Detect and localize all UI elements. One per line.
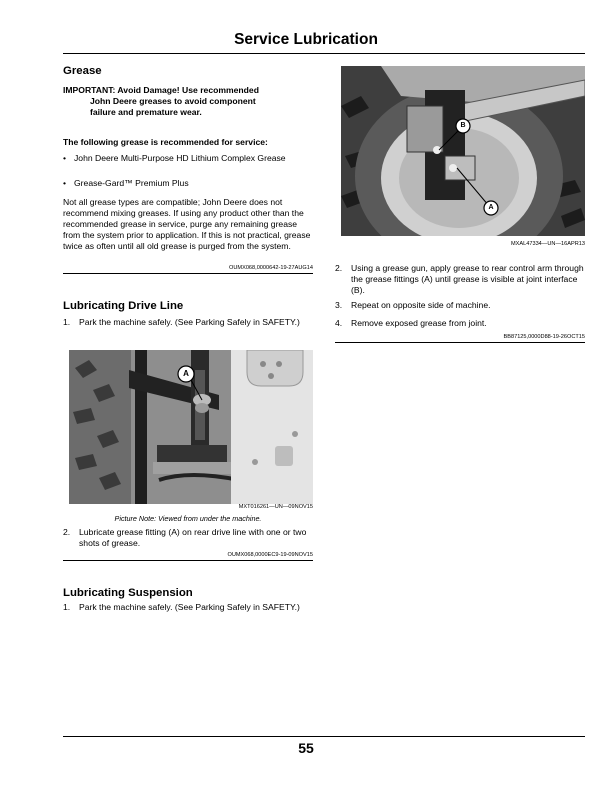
section-divider	[335, 342, 585, 343]
callout-b-label: B	[460, 122, 466, 129]
step-text: Park the machine safely. (See Parking Safely in SAFETY.)	[79, 317, 300, 327]
step-number: 2.	[63, 527, 71, 537]
important-notice	[63, 85, 313, 118]
suspension-ref: BB87125,0000D88-19-26OCT15	[503, 334, 585, 340]
important-line-1: IMPORTANT: Avoid Damage! Use recommended	[63, 85, 259, 95]
suspension-heading: Lubricating Suspension	[63, 587, 193, 599]
drive-line-ref: OUMX068,0000EC9-19-09NOV15	[227, 552, 313, 558]
compatibility-paragraph: Not all grease types are compatible; John Deere does not recommend mixing greases. If using any product other than the recommended grease in service, purge any remaining grease from the system prior to application. If this is not practical, grease twice as often until all old grease is purged from the system.	[63, 197, 311, 251]
drive-line-figure-ref: MXT016261—UN—09NOV15	[238, 504, 313, 510]
bullet-icon: •	[63, 153, 67, 163]
step-number: 2.	[335, 263, 343, 273]
list-item	[63, 178, 313, 189]
step-number: 1.	[63, 602, 71, 612]
step-text: Using a grease gun, apply grease to rear control arm through the grease fittings (A) until grease is visible at joint interface (B).	[351, 263, 584, 295]
step-text: Lubricate grease fitting (A) on rear drive line with one or two shots of grease.	[79, 527, 307, 548]
suspension-step-2	[335, 263, 585, 296]
list-item-text: John Deere Multi-Purpose HD Lithium Complex Grease	[74, 153, 286, 163]
section-divider	[63, 560, 313, 561]
left-column	[63, 64, 313, 634]
step-number: 1.	[63, 317, 71, 327]
step-text: Repeat on opposite side of machine.	[351, 300, 491, 310]
suspension-step-1	[63, 602, 313, 613]
bullet-icon: •	[63, 178, 67, 188]
suspension-step-3	[335, 300, 585, 311]
grease-ref: OUMX068,0000642-19-27AUG14	[229, 265, 313, 271]
grease-heading: Grease	[63, 65, 102, 77]
step-2	[63, 527, 313, 549]
list-item	[63, 153, 313, 164]
callout-a-label: A	[183, 369, 189, 378]
page-number: 55	[298, 740, 314, 756]
list-item-text: Grease-Gard™ Premium Plus	[74, 178, 189, 188]
step-text: Park the machine safely. (See Parking Safely in SAFETY.)	[79, 602, 300, 612]
section-divider	[63, 273, 313, 274]
recommend-intro: The following grease is recommended for service:	[63, 137, 268, 147]
important-line-2: John Deere greases to avoid component	[90, 96, 256, 106]
step-text: Remove exposed grease from joint.	[351, 318, 487, 328]
suspension-step-4	[335, 318, 585, 329]
drive-line-heading: Lubricating Drive Line	[63, 300, 184, 312]
step-number: 4.	[335, 318, 343, 328]
footer-rule	[63, 736, 585, 737]
important-line-3: failure and premature wear.	[90, 107, 202, 117]
drive-line-photo	[69, 350, 313, 504]
suspension-photo	[341, 66, 585, 236]
step-1	[63, 317, 313, 328]
right-column	[335, 64, 585, 354]
suspension-illustration	[341, 66, 585, 236]
header-rule	[63, 53, 585, 54]
page-title: Service Lubrication	[234, 31, 378, 48]
suspension-figure-ref: MXAL47334—UN—16APR13	[511, 241, 585, 247]
callout-a-label: A	[488, 204, 494, 211]
picture-note: Picture Note: Viewed from under the machine.	[114, 514, 262, 523]
step-number: 3.	[335, 300, 343, 310]
